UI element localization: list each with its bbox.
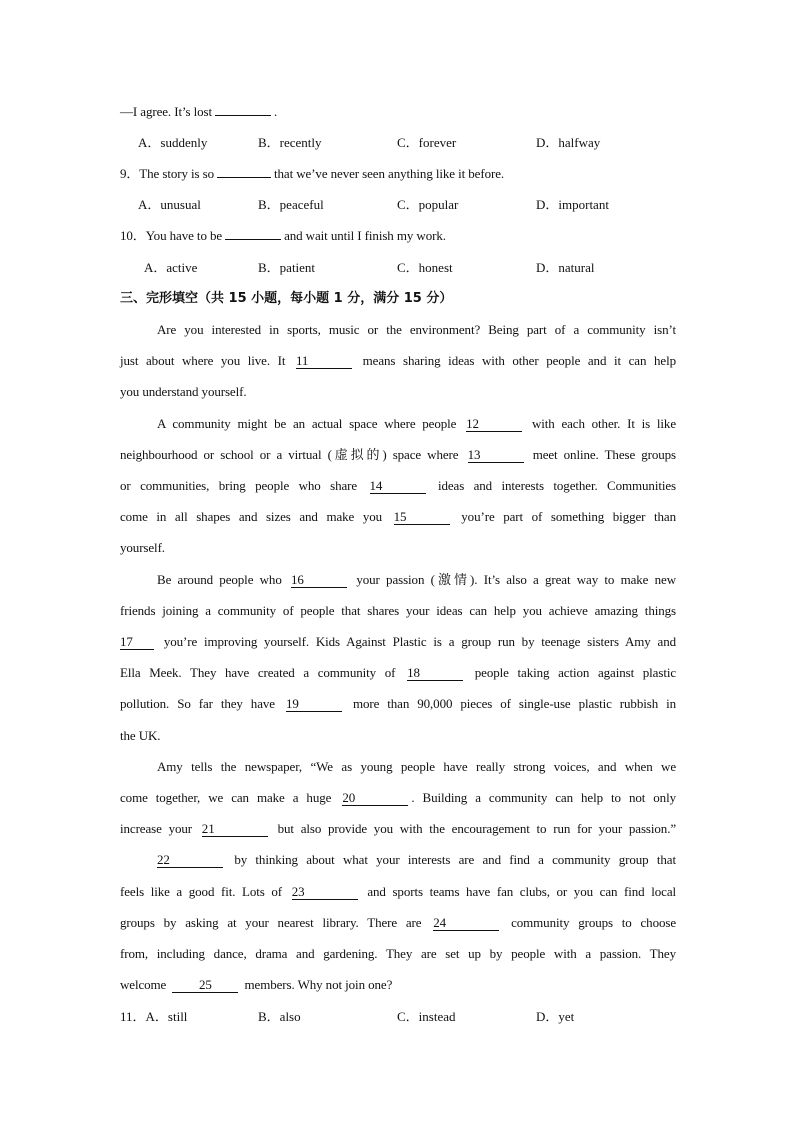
blank-21[interactable]: 21 (202, 822, 268, 837)
passage-p5-line2: feels like a good fit. Lots of 23 and sports teams have fan clubs, or you can find local (120, 884, 676, 899)
q9-option-a[interactable]: A．unusual (138, 197, 201, 212)
blank-12[interactable]: 12 (466, 417, 522, 432)
blank-15[interactable]: 15 (394, 510, 450, 525)
passage-p2-line4: come in all shapes and sizes and make you 15 you’re part of something bigger than (120, 509, 676, 524)
passage-p3-line1: Be around people who 16 your passion (激情). It’s also a great way to make new (157, 572, 676, 587)
q8-option-d[interactable]: D．halfway (536, 135, 601, 150)
q9-option-c[interactable]: C．popular (397, 197, 459, 212)
passage-p1-line1: Are you interested in sports, music or the environment? Being part of a community isn’t (157, 322, 676, 337)
passage-p1-line3: you understand yourself. (120, 384, 247, 399)
blank-17[interactable]: 17 (120, 635, 154, 650)
q11-option-d[interactable]: D．yet (536, 1009, 575, 1024)
q8-option-c[interactable]: C．forever (397, 135, 457, 150)
passage-p3-line3: 17 you’re improving yourself. Kids Against Plastic is a group run by teenage sisters Amy and (120, 634, 676, 649)
q10-option-d[interactable]: D．natural (536, 260, 595, 275)
q8-blank[interactable] (215, 115, 271, 116)
blank-11[interactable]: 11 (296, 354, 352, 369)
blank-20[interactable]: 20 (342, 791, 408, 806)
passage-p3-line4: Ella Meek. They have created a community of 18 people taking action against plastic (120, 665, 677, 680)
passage-p3-line6: the UK. (120, 728, 161, 743)
passage-p1-line2: just about where you live. It 11 means sharing ideas with other people and it can help (120, 353, 676, 368)
passage-p3-line2: friends joining a community of people that shares your ideas can help you achieve amazing things (120, 603, 676, 618)
blank-13[interactable]: 13 (468, 448, 524, 463)
blank-23[interactable]: 23 (292, 885, 358, 900)
section-title: 三、完形填空（共 15 小题，每小题 1 分，满分 15 分） (120, 291, 453, 306)
q10-blank[interactable] (225, 239, 281, 240)
blank-14[interactable]: 14 (370, 479, 426, 494)
passage-p4-line1: Amy tells the newspaper, “We as young people have really strong voices, and when we (157, 759, 676, 774)
q11-option-a[interactable]: 11．A．still (120, 1009, 188, 1024)
q11-option-c[interactable]: C．instead (397, 1009, 456, 1024)
passage-p5-line1: 22 by thinking about what your interests are and find a community group that (157, 852, 676, 867)
q8-option-a[interactable]: A．suddenly (138, 135, 208, 150)
q9-blank[interactable] (217, 177, 271, 178)
q9-option-d[interactable]: D．important (536, 197, 609, 212)
q10-option-c[interactable]: C．honest (397, 260, 453, 275)
q10-option-a[interactable]: A．active (144, 260, 198, 275)
passage-p2-line3: or communities, bring people who share 14 ideas and interests together. Communities (120, 478, 677, 493)
q9-stem: 9．The story is so that we’ve never seen anything like it before. (120, 166, 505, 181)
q10-option-b[interactable]: B．patient (258, 260, 316, 275)
blank-16[interactable]: 16 (291, 573, 347, 588)
passage-p4-line2: come together, we can make a huge 20 . Building a community can help to not only (120, 790, 676, 805)
q9-option-b[interactable]: B．peaceful (258, 197, 324, 212)
passage-p5-line5: welcome 25 members. Why not join one? (120, 977, 393, 992)
q8-option-b[interactable]: B．recently (258, 135, 322, 150)
passage-p2-line1: A community might be an actual space where people 12 with each other. It is like (157, 416, 676, 431)
passage-p5-line3: groups by asking at your nearest library. There are 24 community groups to choose (120, 915, 677, 930)
q8-stem: —I agree. It’s lost . (120, 104, 278, 119)
passage-p3-line5: pollution. So far they have 19 more than 90,000 pieces of single-use plastic rubbish in (120, 696, 677, 711)
passage-p4-line3: increase your 21 but also provide you with the encouragement to run for your passion.” (120, 821, 677, 836)
blank-22[interactable]: 22 (157, 853, 223, 868)
q10-stem: 10．You have to be and wait until I finish my work. (120, 228, 446, 243)
blank-19[interactable]: 19 (286, 697, 342, 712)
blank-18[interactable]: 18 (407, 666, 463, 681)
passage-p5-line4: from, including dance, drama and gardening. They are set up by people with a passion. They (120, 946, 676, 961)
passage-p2-line5: yourself. (120, 540, 165, 555)
blank-25[interactable]: 25 (172, 978, 238, 993)
blank-24[interactable]: 24 (433, 916, 499, 931)
passage-p2-line2: neighbourhood or school or a virtual (虚拟的) space where 13 meet online. These groups (120, 447, 677, 462)
q11-option-b[interactable]: B．also (258, 1009, 301, 1024)
